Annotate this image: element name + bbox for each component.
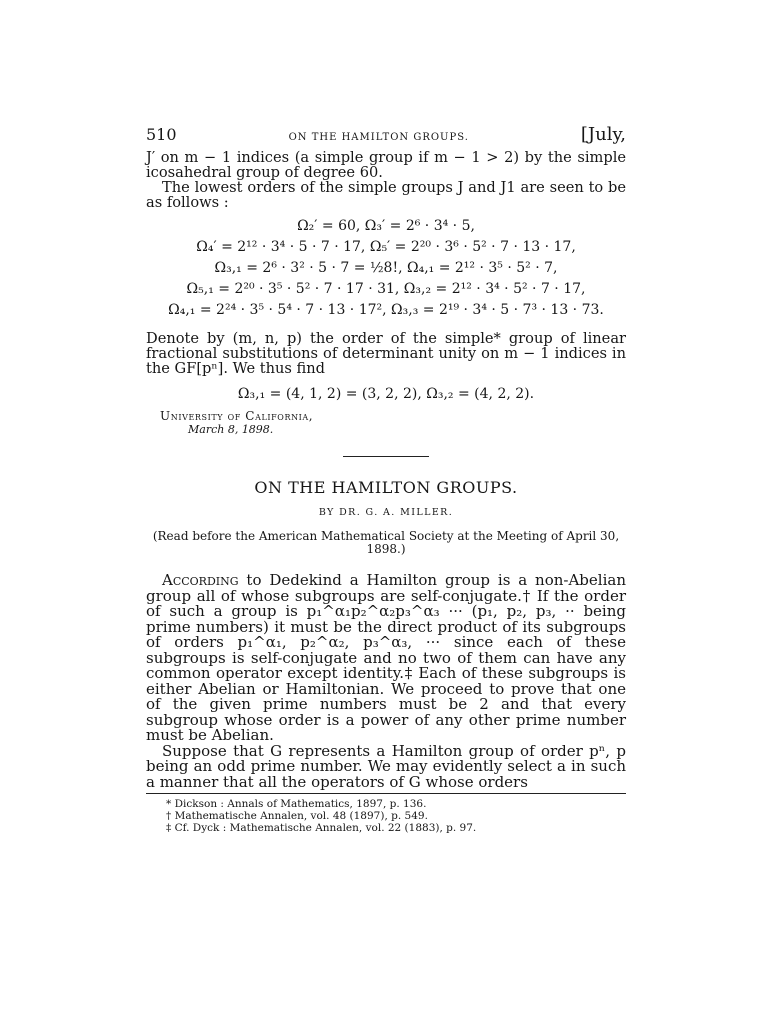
- lead-word: According: [162, 571, 239, 589]
- prev-paragraph-1: J′ on m − 1 indices (a simple group if m − 1 > 2) by the simple icosahedral group of degree 60.: [146, 149, 626, 181]
- affiliation-block: [160, 410, 626, 436]
- orders-equations: [146, 216, 626, 321]
- running-title: ON THE HAMILTON GROUPS.: [288, 132, 469, 143]
- equation-line: Ω₄,₁ = 2²⁴ · 3⁵ · 5⁴ · 7 · 13 · 17², Ω₃,₃ = 2¹⁹ · 3⁴ · 5 · 7³ · 13 · 73.: [168, 302, 604, 318]
- footnotes: [166, 798, 626, 834]
- equation-line: Ω₄′ = 2¹² · 3⁴ · 5 · 7 · 17, Ω₅′ = 2²⁰ · 3⁶ · 5² · 7 · 13 · 17,: [196, 239, 576, 255]
- body-paragraph-1-text: to Dedekind a Hamilton group is a non-Abelian group all of whose subgroups are self-conjugate.† If the order of such a group is p₁^α₁p₂^α₂p₃^α₃ ··· (p₁, p₂, p₃, ·· being prime numbers) it must be the direct product of its subgroups of orders p₁^α₁, p₂^α₂, p₃^α₃, ··· since each of these subgroups is self-conjugate and no two of them can have any common operator except identity.‡ Each of these subgroups is either Abelian or Hamiltonian. We proceed to prove that one of the given prime numbers must be 2 and that every subgroup whose order is a power of any other prime number must be Abelian.: [146, 571, 626, 744]
- header-date: [July,: [580, 124, 626, 145]
- affiliation: University of California,: [160, 409, 314, 423]
- article-byline: BY DR. G. A. MILLER.: [318, 507, 454, 518]
- affiliation-date: [188, 423, 626, 436]
- section-divider: [343, 456, 429, 457]
- journal-page: [146, 124, 626, 834]
- equation-line: Ω₃,₁ = 2⁶ · 3² · 5 · 7 = ½8!, Ω₄,₁ = 2¹² · 3⁵ · 5² · 7,: [214, 260, 558, 276]
- body-paragraph-2: Suppose that G represents a Hamilton group of order pⁿ, p being an odd prime number. We may evidently select a in such a manner that all the operators of G whose orders: [146, 741, 626, 791]
- equation-line: Ω₃,₁ = (4, 1, 2) = (3, 2, 2), Ω₃,₂ = (4, 2, 2).: [237, 386, 535, 402]
- body-paragraph-1: [146, 573, 626, 744]
- prev-paragraph-3: Denote by (m, n, p) the order of the simple* group of linear fractional substitutions of determinant unity on m − 1 indices in the GF[pⁿ]. We thus find: [146, 330, 626, 377]
- footnote-rule: [146, 793, 626, 794]
- prev-paragraph-2: The lowest orders of the simple groups J and J1 are seen to be as follows :: [146, 179, 626, 211]
- page-number: 510: [146, 125, 177, 144]
- footnote: ‡ Cf. Dyck : Mathematische Annalen, vol. 22 (1883), p. 97.: [166, 822, 477, 834]
- article-title: ON THE HAMILTON GROUPS.: [254, 478, 518, 497]
- article-body: [146, 573, 626, 790]
- footnote: † Mathematische Annalen, vol. 48 (1897), p. 549.: [166, 810, 428, 822]
- page-header: [146, 124, 626, 150]
- equation-line: Ω₅,₁ = 2²⁰ · 3⁵ · 5² · 7 · 17 · 31, Ω₃,₂ = 2¹² · 3⁴ · 5² · 7 · 17,: [186, 281, 586, 297]
- footnote: * Dickson : Annals of Mathematics, 1897, p. 136.: [166, 798, 427, 810]
- affiliation-date-text: March 8, 1898.: [188, 423, 274, 436]
- article-note: (Read before the American Mathematical Society at the Meeting of April 30, 1898.): [152, 529, 620, 556]
- equation-line: Ω₂′ = 60, Ω₃′ = 2⁶ · 3⁴ · 5,: [297, 218, 475, 234]
